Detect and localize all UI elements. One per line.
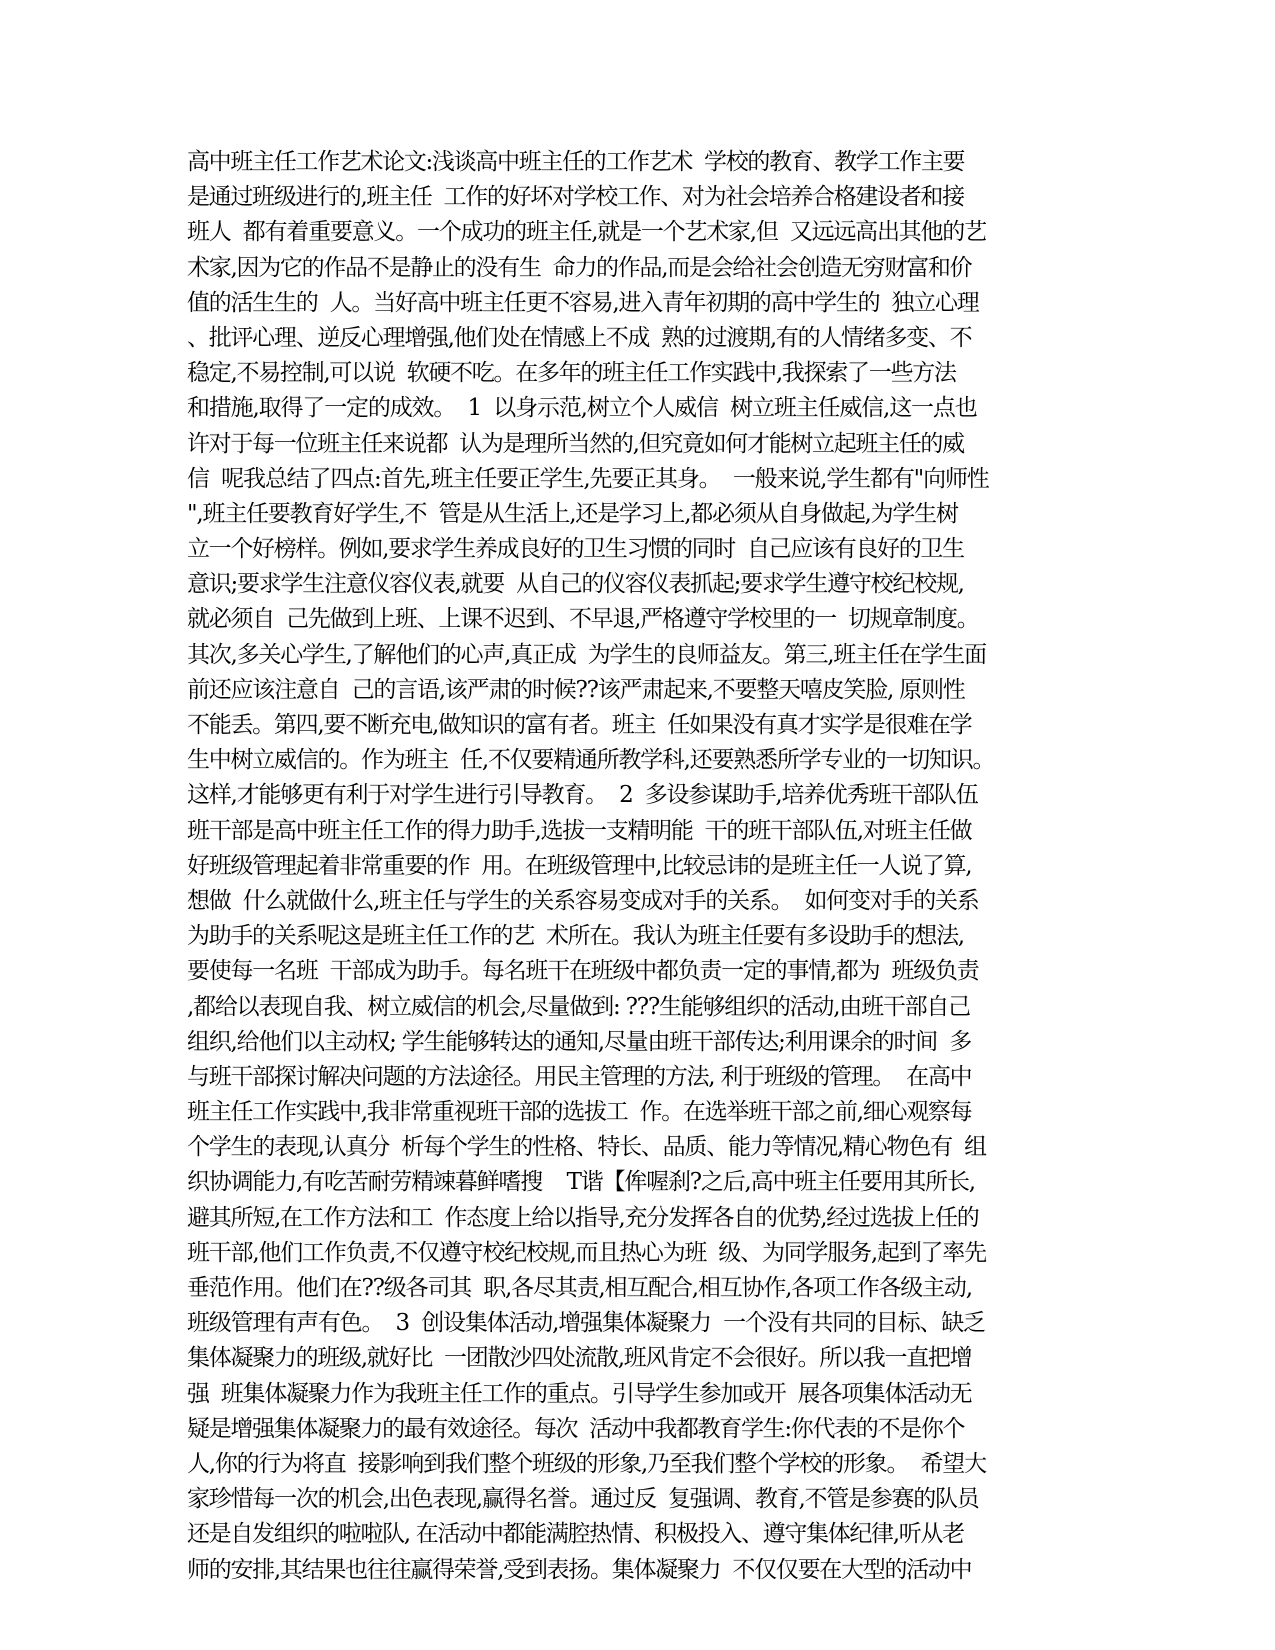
text-line: 高中班主任工作艺术论文:浅谈高中班主任的工作艺术 学校的教育、教学工作主要 [187,149,965,175]
text-line: 是通过班级进行的,班主任 工作的好坏对学校工作、对为社会培养合格建设者和接 [187,184,964,211]
text-line: 值的活生生的 人。当好高中班主任更不容易,进入青年初期的高中学生的 独立心理 [187,289,979,316]
text-line: 想做 什么就做什么,班主任与学生的关系容易变成对手的关系。 如何变对手的关系 [187,887,979,914]
text-line: 还是自发组织的啦啦队, 在活动中都能满腔热情、积极投入、遵守集体纪律,听从老 [187,1521,964,1548]
text-line: 强 班集体凝聚力作为我班主任工作的重点。引导学生参加或开 展各项集体活动无 [187,1380,972,1407]
text-line: ,都给以表现自我、树立威信的机会,尽量做到: ???生能够组织的活动,由班干部自己 [187,993,970,1020]
text-line: ",班主任要教育好学生,不 管是从生活上,还是学习上,都必须从自身做起,为学生树 [187,500,958,527]
text-line: 织协调能力,有吃苦耐劳精竦暮鲜嗜搜 T谐【侔喔刹?之后,高中班主任要用其所长, [187,1169,975,1196]
text-line: 其次,多关心学生,了解他们的心声,真正成 为学生的良师益友。第三,班主任在学生面 [187,641,986,668]
text-line: 班干部,他们工作负责,不仅遵守校纪校规,而且热心为班 级、为同学服务,起到了率先 [187,1239,986,1266]
text-line: 许对于每一位班主任来说都 认为是理所当然的,但究竟如何才能树立起班主任的威 [187,430,964,457]
text-line: 意识;要求学生注意仪容仪表,就要 从自己的仪容仪表抓起;要求学生遵守校纪校规, [187,571,964,598]
text-line: 术家,因为它的作品不是静止的没有生 命力的作品,而是会给社会创造无穷财富和价 [187,254,972,281]
text-line: 个学生的表现,认真分 析每个学生的性格、特长、品质、能力等情况,精心物色有 组 [187,1134,986,1161]
text-line: 信 呢我总结了四点:首先,班主任要正学生,先要正其身。 一般来说,学生都有"向师性 [187,465,989,492]
body-text [187,145,1087,1588]
text-line: 班人 都有着重要意义。一个成功的班主任,就是一个艺术家,但 又远远高出其他的艺 [187,219,986,246]
text-line: 、批评心理、逆反心理增强,他们处在情感上不成 熟的过渡期,有的人情绪多变、不 [187,324,972,351]
text-line: 集体凝聚力的班级,就好比 一团散沙四处流散,班风肯定不会很好。所以我一直把增 [187,1345,972,1372]
text-line: 不能丢。第四,要不断充电,做知识的富有者。班主 任如果没有真才实学是很难在学 [187,712,972,738]
text-line: 垂范作用。他们在??级各司其 职,各尽其责,相互配合,相互协作,各项工作各级主动, [187,1275,972,1301]
text-line: 立一个好榜样。例如,要求学生养成良好的卫生习惯的同时 自己应该有良好的卫生 [187,536,964,563]
text-line: 班干部是高中班主任工作的得力助手,选拔一支精明能 干的班干部队伍,对班主任做 [187,817,972,844]
text-line: 与班干部探讨解决问题的方法途径。用民主管理的方法, 利于班级的管理。 在高中 [187,1063,972,1090]
text-line: 师的安排,其结果也往往赢得荣誉,受到表扬。集体凝聚力 不仅仅要在大型的活动中 [187,1556,972,1583]
text-line: 班级管理有声有色。 3 创设集体活动,增强集体凝聚力 一个没有共同的目标、缺乏 [187,1310,985,1337]
text-line: 疑是增强集体凝聚力的最有效途径。每次 活动中我都教育学生:你代表的不是你个 [187,1415,965,1442]
text-line: 为助手的关系呢这是班主任工作的艺 术所在。我认为班主任要有多设助手的想法, [187,923,964,950]
text-line: 这样,才能够更有利于对学生进行引导教育。 2 多设参谋助手,培养优秀班干部队伍 [187,782,978,809]
text-line: 组织,给他们以主动权; 学生能够转达的通知,尽量由班干部传达;利用课余的时间 多 [187,1028,972,1055]
text-line: 就必须自 己先做到上班、上课不迟到、不早退,严格遵守学校里的一 切规章制度。 [187,606,979,633]
text-line: 好班级管理起着非常重要的作 用。在班级管理中,比较忌讳的是班主任一人说了算, [187,852,972,879]
text-line: 要使每一名班 干部成为助手。每名班干在班级中都负责一定的事情,都为 班级负责 [187,958,979,985]
text-line: 班主任工作实践中,我非常重视班干部的选拔工 作。在选举班干部之前,细心观察每 [187,1099,972,1126]
text-line: 前还应该注意自 己的言语,该严肃的时候??该严肃起来,不要整天嘻皮笑脸, 原则性 [187,676,965,703]
text-line: 人,你的行为将直 接影响到我们整个班级的形象,乃至我们整个学校的形象。 希望大 [187,1450,986,1477]
text-line: 稳定,不易控制,可以说 软硬不吃。在多年的班主任工作实践中,我探索了一些方法 [187,360,956,387]
text-line: 和措施,取得了一定的成效。 1 以身示范,树立个人威信 树立班主任威信,这一点也 [187,395,977,422]
text-line: 生中树立威信的。作为班主 任,不仅要精通所教学科,还要熟悉所学专业的一切知识。 [187,747,995,774]
text-line: 避其所短,在工作方法和工 作态度上给以指导,充分发挥各自的优势,经过选拔上任的 [187,1204,979,1231]
text-line: 家珍惜每一次的机会,出色表现,赢得名誉。通过反 复强调、教育,不管是参赛的队员 [187,1486,979,1513]
